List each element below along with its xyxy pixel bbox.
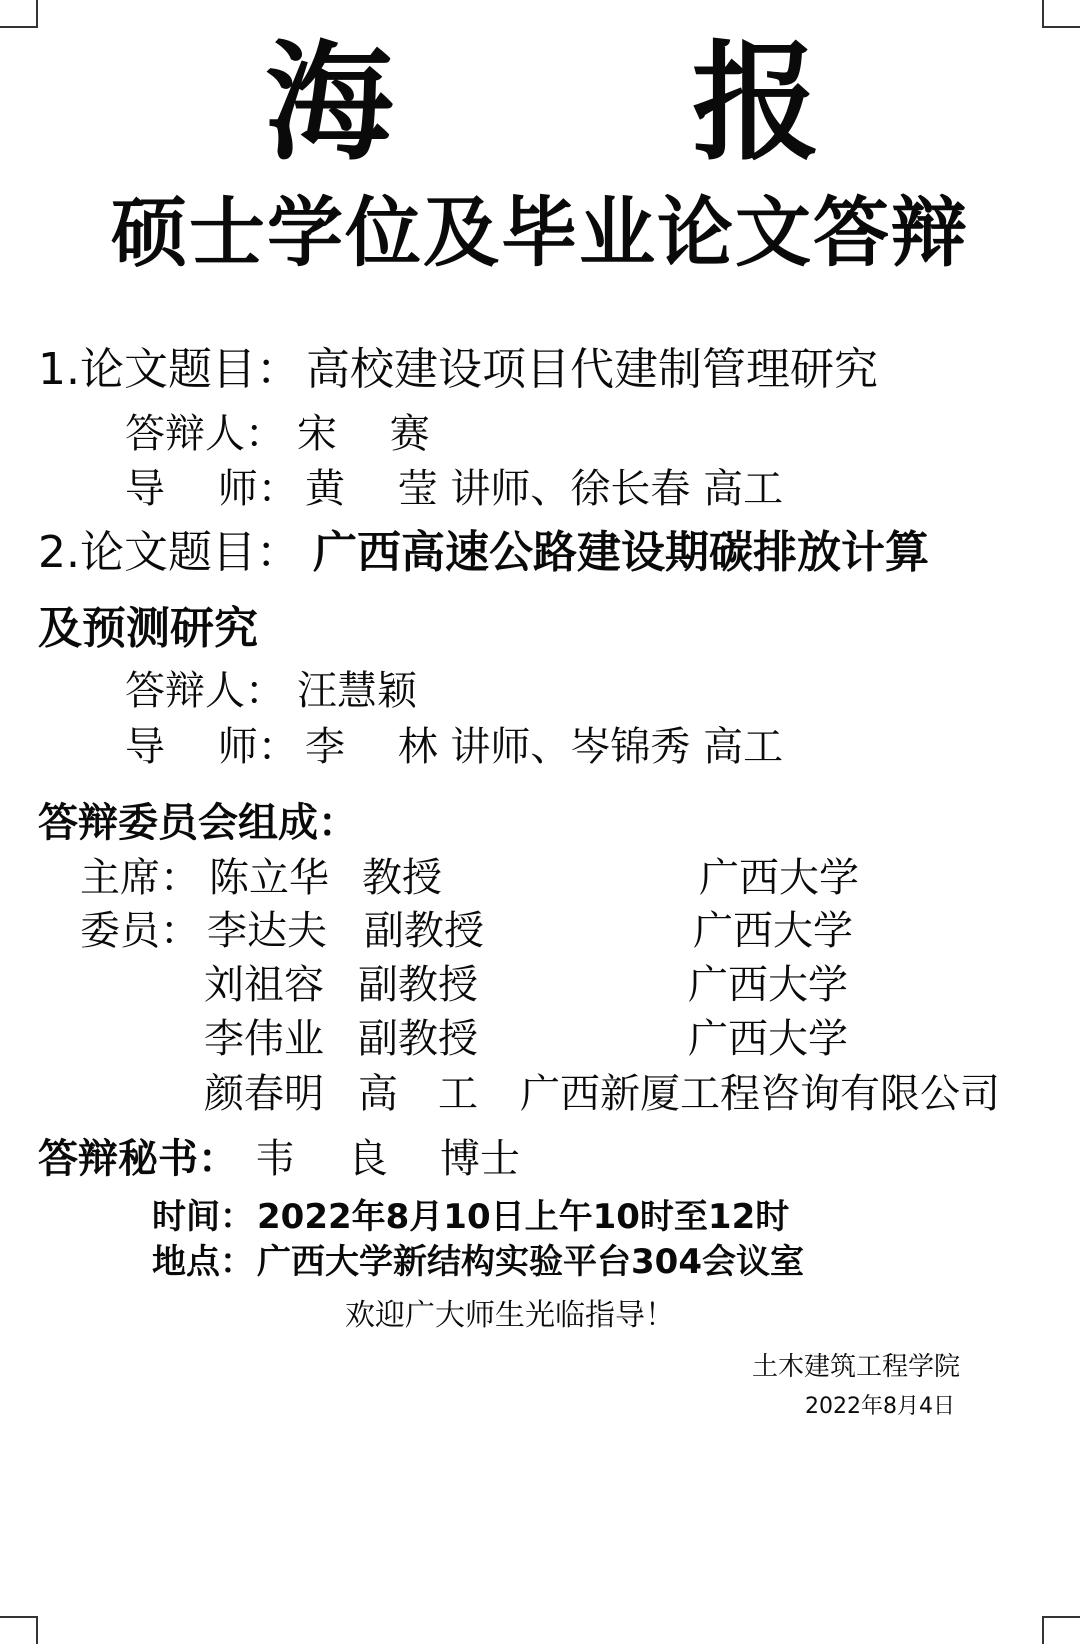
committee-member-1-org: 广西大学: [693, 908, 853, 954]
thesis-1-label: 1.论文题目：: [38, 344, 300, 395]
corner-mark-bottom-right: [1042, 1616, 1080, 1644]
footer-date: 2022年8月4日: [805, 1394, 955, 1419]
committee-member-2-name: 刘祖容: [204, 962, 324, 1008]
thesis-1-defender-label: 答辩人：: [125, 411, 285, 457]
committee-member-4-title: 高 工: [358, 1071, 478, 1117]
committee-member-3-org: 广西大学: [688, 1016, 848, 1062]
poster-title-char-2: 报: [692, 29, 821, 178]
committee-chair-name: 陈立华: [209, 855, 329, 901]
committee-chair-label: 主席：: [80, 855, 200, 901]
thesis-2-label: 2.论文题目：: [38, 527, 300, 578]
committee-member-2-title: 副教授: [358, 962, 478, 1008]
corner-mark-top-right: [1042, 0, 1080, 28]
committee-member-label: 委员：: [80, 908, 200, 954]
committee-member-2-org: 广西大学: [688, 962, 848, 1008]
committee-member-3-title: 副教授: [358, 1016, 478, 1062]
thesis-2-title-line-2: 及预测研究: [38, 603, 258, 654]
committee-member-4-org: 广西新厦工程咨询有限公司: [520, 1071, 1000, 1117]
thesis-2-title-line-1: 广西高速公路建设期碳排放计算: [313, 527, 929, 578]
thesis-1-advisor-label: 导 师：: [125, 466, 298, 512]
secretary-label: 答辩秘书：: [38, 1136, 238, 1182]
corner-mark-top-left: [0, 0, 38, 28]
footer-org: 土木建筑工程学院: [752, 1352, 961, 1382]
thesis-1-title: 高校建设项目代建制管理研究: [306, 344, 878, 395]
secretary-title: 博士: [440, 1136, 520, 1182]
poster-subtitle: 硕士学位及毕业论文答辩: [111, 188, 969, 277]
time-value: 2022年8月10日上午10时至12时: [257, 1197, 790, 1237]
committee-member-1-name: 李达夫: [207, 908, 327, 954]
committee-member-4-name: 颜春明: [204, 1071, 324, 1117]
thesis-2-advisors: 李 林 讲师、岑锦秀 高工: [305, 724, 784, 770]
committee-member-3-name: 李伟业: [204, 1016, 324, 1062]
place-label: 地点：: [152, 1242, 254, 1282]
thesis-1-defender: 宋 赛: [297, 411, 430, 457]
secretary-name: 韦 良: [255, 1136, 388, 1182]
welcome-text: 欢迎广大师生光临指导！: [345, 1298, 675, 1333]
place-value: 广西大学新结构实验平台304会议室: [257, 1242, 804, 1282]
poster-title-char-1: 海: [265, 29, 394, 178]
thesis-2-advisor-label: 导 师：: [125, 724, 298, 770]
thesis-2-defender-label: 答辩人：: [125, 668, 285, 714]
thesis-1-advisors: 黄 莹 讲师、徐长春 高工: [305, 466, 784, 512]
committee-chair-title: 教授: [362, 855, 442, 901]
corner-mark-bottom-left: [0, 1616, 38, 1644]
committee-chair-org: 广西大学: [699, 855, 859, 901]
committee-heading: 答辩委员会组成：: [38, 800, 358, 846]
committee-member-1-title: 副教授: [364, 908, 484, 954]
thesis-2-defender: 汪慧颖: [297, 668, 417, 714]
time-label: 时间：: [152, 1197, 254, 1237]
